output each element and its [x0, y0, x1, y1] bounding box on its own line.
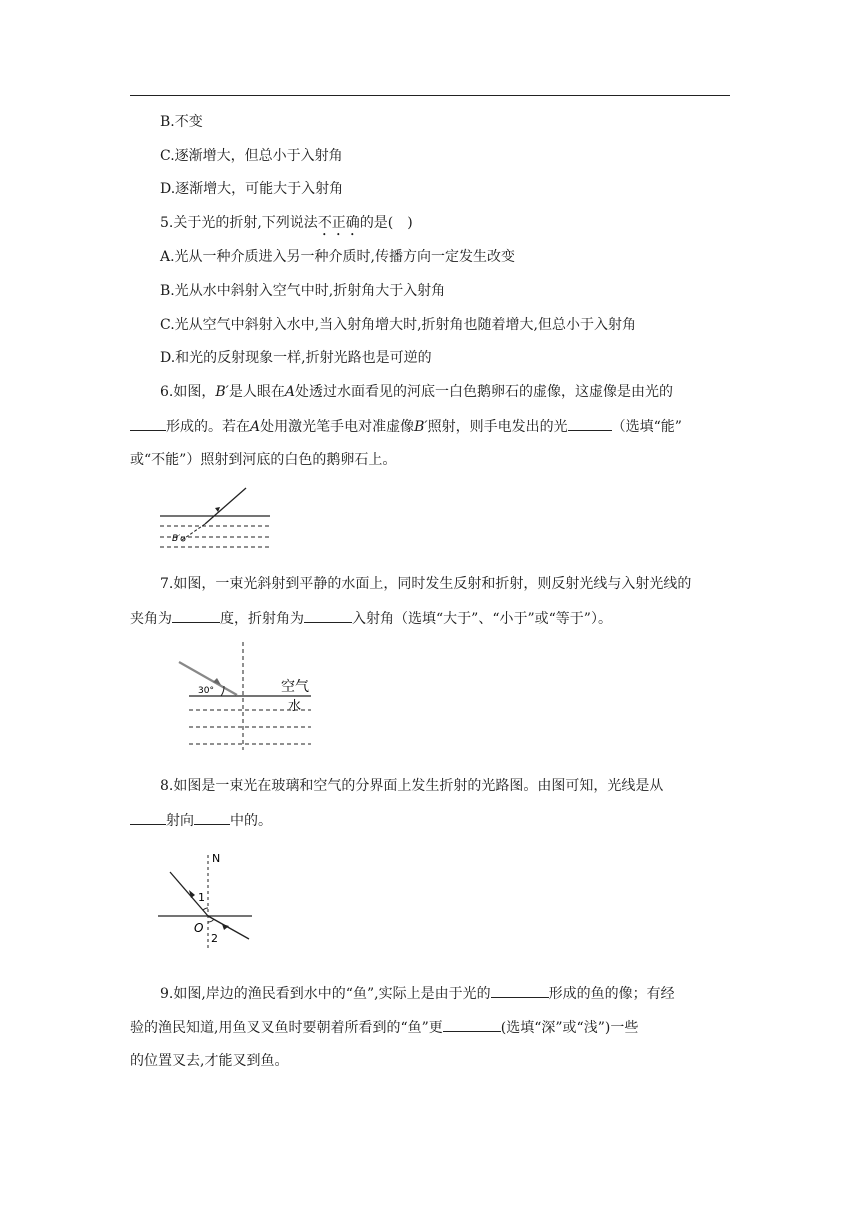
figure-label-1: 1	[198, 891, 205, 904]
figure-label-air: 空气	[281, 679, 309, 695]
answer-blank[interactable]	[491, 983, 549, 998]
q9-line-3: 的位置叉去,才能叉到鱼。	[130, 1053, 289, 1069]
q5-option-b: B.光从水中斜射入空气中时,折射角大于入射角	[160, 283, 446, 299]
figure-label-o: O	[194, 921, 204, 935]
q8-line-2: 射向 中的。	[130, 810, 272, 831]
figure-label-n: N	[212, 852, 221, 865]
q5-stem: 5.关于光的折射,下列说法不正确的是( )	[160, 215, 413, 231]
q4-option-b: B.不变	[160, 114, 203, 130]
q9-line-2: 验的渔民知道,用鱼叉叉鱼时要朝着所看到的“鱼”更 (选填“深”或“浅”)一些	[130, 1017, 638, 1038]
header-rule	[130, 95, 730, 96]
q6-line-3: 或“不能”）照射到河底的白色的鹅卵石上。	[130, 452, 397, 468]
answer-blank[interactable]	[194, 810, 230, 825]
figure-angle-label: 30°	[198, 686, 214, 696]
answer-blank[interactable]	[172, 608, 220, 623]
q4-option-c: C.逐渐增大，但总小于入射角	[160, 148, 343, 164]
answer-blank[interactable]	[443, 1017, 501, 1032]
figure-label-2: 2	[211, 932, 218, 945]
q7-line-1: 7.如图，一束光斜射到平静的水面上，同时发生反射和折射，则反射光线与入射光线的	[160, 576, 692, 592]
answer-blank[interactable]	[130, 810, 166, 825]
q6-line-2: 形成的。若在A处用激光笔手电对准虚像B′照射，则手电发出的光 （选填“能”	[130, 416, 682, 437]
answer-blank[interactable]	[130, 416, 166, 431]
q5-option-a: A.光从一种介质进入另一种介质时,传播方向一定发生改变	[160, 249, 516, 265]
q6-line-1: 6.如图，B′是人眼在A处透过水面看见的河底一白色鹅卵石的虚像，这虚像是由光的	[160, 384, 673, 400]
q9-line-1: 9.如图,岸边的渔民看到水中的“鱼”,实际上是由于光的 形成的鱼的像；有经	[160, 983, 675, 1004]
answer-blank[interactable]	[304, 608, 352, 623]
figure-label: B′	[172, 534, 181, 544]
q5-option-c: C.光从空气中斜射入水中,当入射角增大时,折射角也随着增大,但总小于入射角	[160, 317, 637, 333]
q7-figure	[175, 640, 315, 752]
q8-figure	[156, 852, 256, 952]
emphasis-text: 不正确	[317, 215, 360, 231]
figure-label-water: 水	[288, 699, 302, 714]
q4-option-d: D.逐渐增大，可能大于入射角	[160, 181, 344, 197]
q7-line-2: 夹角为 度，折射角为 入射角（选填“大于”、“小于”或“等于”）。	[130, 608, 612, 629]
answer-blank[interactable]	[568, 416, 612, 431]
q6-figure	[158, 485, 273, 557]
q5-option-d: D.和光的反射现象一样,折射光路也是可逆的	[160, 350, 432, 366]
q8-line-1: 8.如图是一束光在玻璃和空气的分界面上发生折射的光路图。由图可知，光线是从	[160, 778, 664, 794]
